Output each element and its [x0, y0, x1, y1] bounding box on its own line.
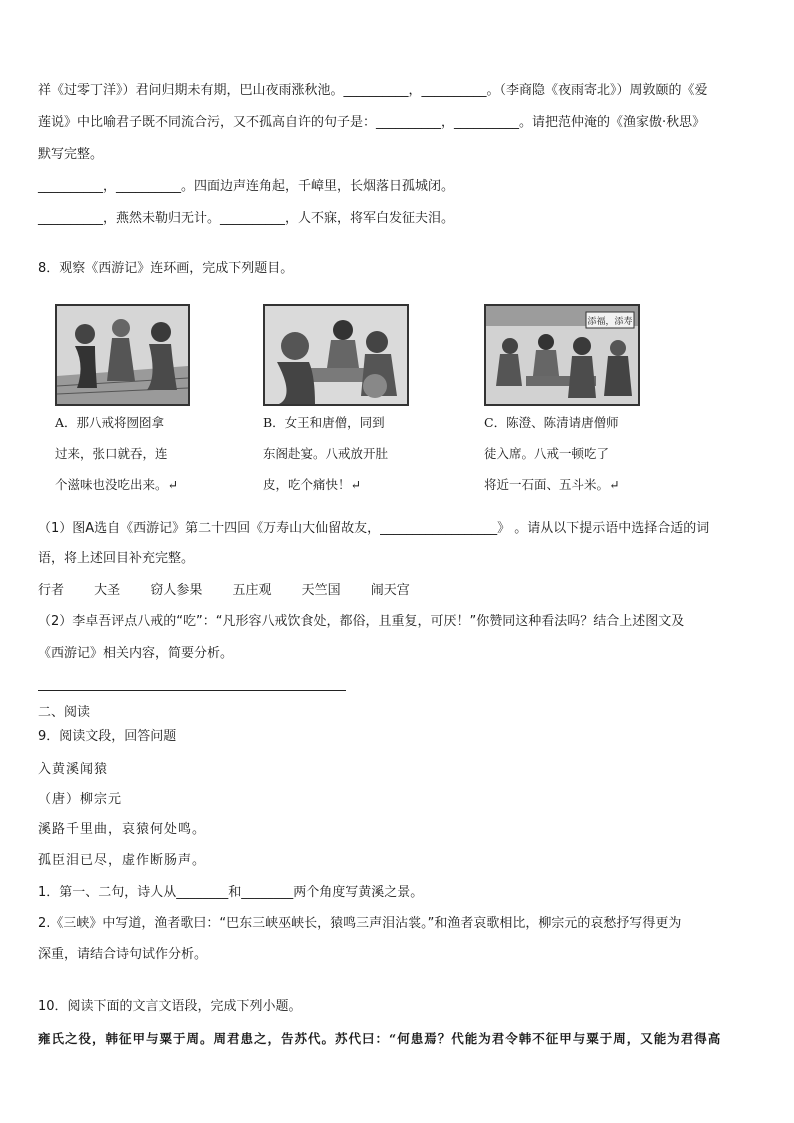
q8-sub2-line-2: 《西游记》相关内容，简要分析。	[38, 646, 234, 661]
caption-a-line-3: 个滋味也没吃出来。↵	[55, 477, 178, 492]
q9-sub2-line-2: 深重，请结合诗句试作分析。	[38, 947, 208, 962]
poem-verse-2: 孤臣泪已尽，虚作断肠声。	[38, 853, 207, 868]
caption-c-line-3: 将近一石面、五斗米。↵	[484, 477, 620, 492]
q8-title: 8．观察《西游记》连环画，完成下列题目。	[38, 261, 294, 276]
poem-line-3: 默写完整。	[38, 147, 104, 162]
caption-a-line-1: A．那八戒将囫囵拿	[55, 415, 165, 430]
poem-line-1: 祥《过零丁洋》）君问归期未有期，巴山夜雨涨秋池。__________，__________。（李商隐《夜雨寄北》）周敦颐的《爱	[38, 83, 708, 98]
q9-sub1: 1．第一、二句，诗人从________和________两个角度写黄溪之景。	[38, 885, 424, 900]
q10-text: 雍氏之役，韩征甲与粟于周。周君患之，告苏代。苏代曰：“何患焉？代能为君令韩不征甲与粟于周，又能为君得高	[38, 1031, 722, 1046]
section2-heading: 二、阅读	[38, 705, 91, 720]
poem-author: （唐）柳宗元	[38, 792, 123, 807]
option-item: 大圣	[94, 583, 121, 598]
option-item: 窃人参果	[150, 583, 203, 598]
poem-verse-1: 溪路千里曲，哀猿何处鸣。	[38, 822, 207, 837]
caption-c-line-1: C．陈澄、陈清请唐僧师	[484, 415, 619, 430]
option-item: 闹天宫	[370, 583, 410, 598]
poem-line-5: __________，燕然未勒归无计。__________，人不寐，将军白发征夫泪。	[38, 211, 455, 226]
comic-picture-c	[484, 304, 640, 406]
option-item: 五庄观	[232, 583, 272, 598]
q9-sub2-line-1: 2.《三峡》中写道，渔者歌曰：“巴东三峡巫峡长，猿鸣三声泪沾裳。”和渔者哀歌相比，柳宗元的哀愁抒写得更为	[38, 916, 682, 931]
q8-options	[38, 582, 538, 600]
comic-c-illustration	[486, 306, 638, 404]
q8-sub1-line-1: （1）图A选自《西游记》第二十四回《万寿山大仙留故友，__________________》 。请从以下提示语中选择合适的词	[38, 521, 710, 536]
poem-line-2: 莲说》中比喻君子既不同流合污，又不孤高自许的句子是：__________，__________。请把范仲淹的《渔家傲·秋思》	[38, 115, 706, 130]
option-item: 行者	[38, 583, 65, 598]
comic-picture-b	[263, 304, 409, 406]
caption-a-line-2: 过来，张口就吞，连	[55, 446, 168, 461]
sign-text: 添福，添寿	[587, 317, 633, 327]
caption-b-line-3: 皮，吃个痛快！↵	[263, 477, 361, 492]
caption-b-line-1: B．女王和唐僧，同到	[263, 415, 385, 430]
q10-title: 10．阅读下面的文言文语段，完成下列小题。	[38, 999, 302, 1014]
caption-b-line-2: 东阁赴宴。八戒放开肚	[263, 446, 389, 461]
comic-picture-a	[55, 304, 190, 406]
comic-b-illustration	[265, 306, 407, 404]
answer-line	[38, 690, 346, 691]
option-item: 天竺国	[301, 583, 341, 598]
poem-line-4: __________，__________。四面边声连角起，千嶂里，长烟落日孤城闭。	[38, 179, 455, 194]
q8-sub2-line-1: （2）李卓吾评点八戒的“吃”：“凡形容八戒饮食处，都俗，且重复，可厌！”你赞同这种看法吗？结合上述图文及	[38, 614, 685, 629]
comic-a-illustration	[57, 306, 188, 404]
q9-title: 9．阅读文段，回答问题	[38, 729, 177, 744]
caption-c-line-2: 徒入席。八戒一顿吃了	[484, 446, 610, 461]
poem-title: 入黄溪闻猿	[38, 762, 109, 777]
q8-sub1-line-2: 语，将上述回目补充完整。	[38, 551, 195, 566]
